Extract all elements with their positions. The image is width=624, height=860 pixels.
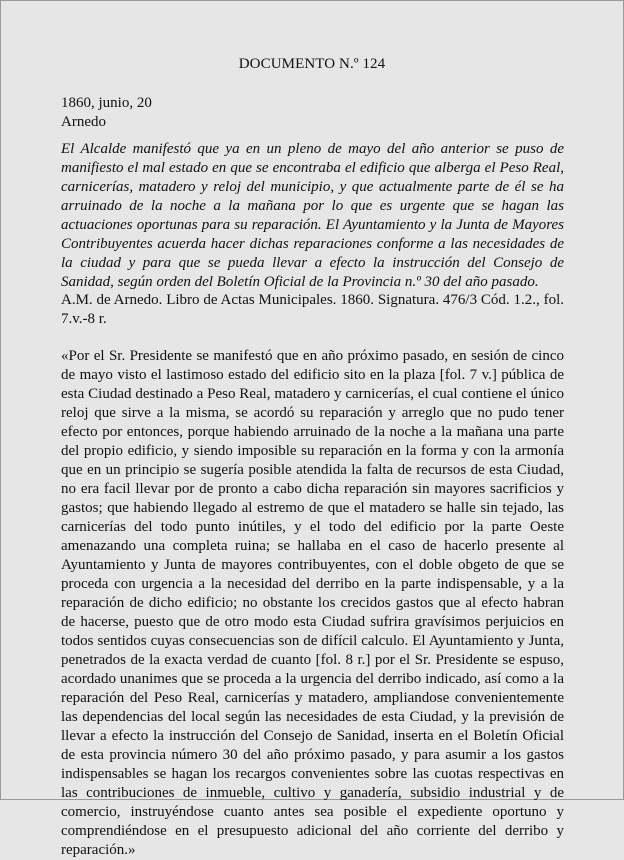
document-title: DOCUMENTO N.º 124 [238, 56, 386, 72]
document-place: Arnedo [61, 114, 106, 130]
document-date: 1860, junio, 20 [61, 95, 152, 111]
document-body: «Por el Sr. Presidente se manifestó que en año próximo pasado, en sesión de cinco de mayo visto el lastimoso estado del edificio sito en la plaza [fol. 7 v.] pública de esta Ciudad destinado a Peso Real, matadero y carnicerías, el cual contiene el único reloj que sirve a la misma, se acordó su reparación y arreglo que no pudo tener efecto por entonces, porque habiendo arruinado de la noche a la mañana una parte del propio edificio, y siendo imposible su reparación en la forma y con la armonía que en un principio se sugería posible atendida la falta de recursos de esta Ciudad, no era facil llevar por de pronto a cabo dicha reparación sin mayores sacrificios y gastos; que habiendo llegado al estremo de que el matadero se halle sin tejado, las carnicerías del todo punto inútiles, y el todo del edificio por la parte Oeste amenazando una completa ruina; se hallaba en el caso de hacerlo presente al Ayuntamiento y Junta de mayores contribuyentes, con el doble obgeto de que se proceda con urgencia a la necesidad del derribo en la parte indispensable, y a la reparación de dicho edificio; no obstante los crecidos gastos que al efecto habran de hacerse, puesto que de otro modo esta Ciudad sufrira gravísimos perjuicios en todos sentidos cuyas consecuencias son de difícil calculo. El Ayuntamiento y Junta, penetrados de la exacta verdad de cuanto [fol. 8 r.] por el Sr. Presidente se espuso, acordado unanimes que se proceda a la urgencia del derribo indicado, así como a la reparación del Peso Real, carnicerías y matadero, ampliandose convenientemente las dependencias del local según las necesidades de esta Ciudad, y la previsión de llevar a efecto la instrucción del Consejo de Sanidad, inserta en el Boletín Oficial de esta provincia número 30 del año próximo pasado, y para asumir a los gastos indispensables se hagan los recargos convenientes sobre las cuotas respectivas en las contribuciones de inmueble, cultivo y ganadería, subsidio industrial y de comercio, instruyéndose cuanto antes sea posible el expediente oportuno y comprendiéndose en el presupuesto adicional del año corriente del derribo y reparación.» [61, 348, 564, 858]
document-header [61, 94, 152, 132]
document-source: A.M. de Arnedo. Libro de Actas Municipales. 1860. Signatura. 476/3 Cód. 1.2., fol. 7.v.-8 r. [61, 292, 564, 327]
document-summary: El Alcalde manifestó que ya en un pleno de mayo del año anterior se puso de manifiesto el mal estado en que se encontraba el edificio que alberga el Peso Real, carnicerías, matadero y reloj del municipio, y que actualmente parte de él se ha arruinado de la noche a la mañana por lo que es urgente que se hagan las actuaciones oportunas para su reparación. El Ayuntamiento y la Junta de Mayores Contribuyentes acuerda hacer dichas reparaciones conforme a las necesidades de la ciudad y para que se pueda llevar a efecto la instrucción del Consejo de Sanidad, según orden del Boletín Oficial de la Provincia n.º 30 del año pasado. [61, 141, 564, 290]
